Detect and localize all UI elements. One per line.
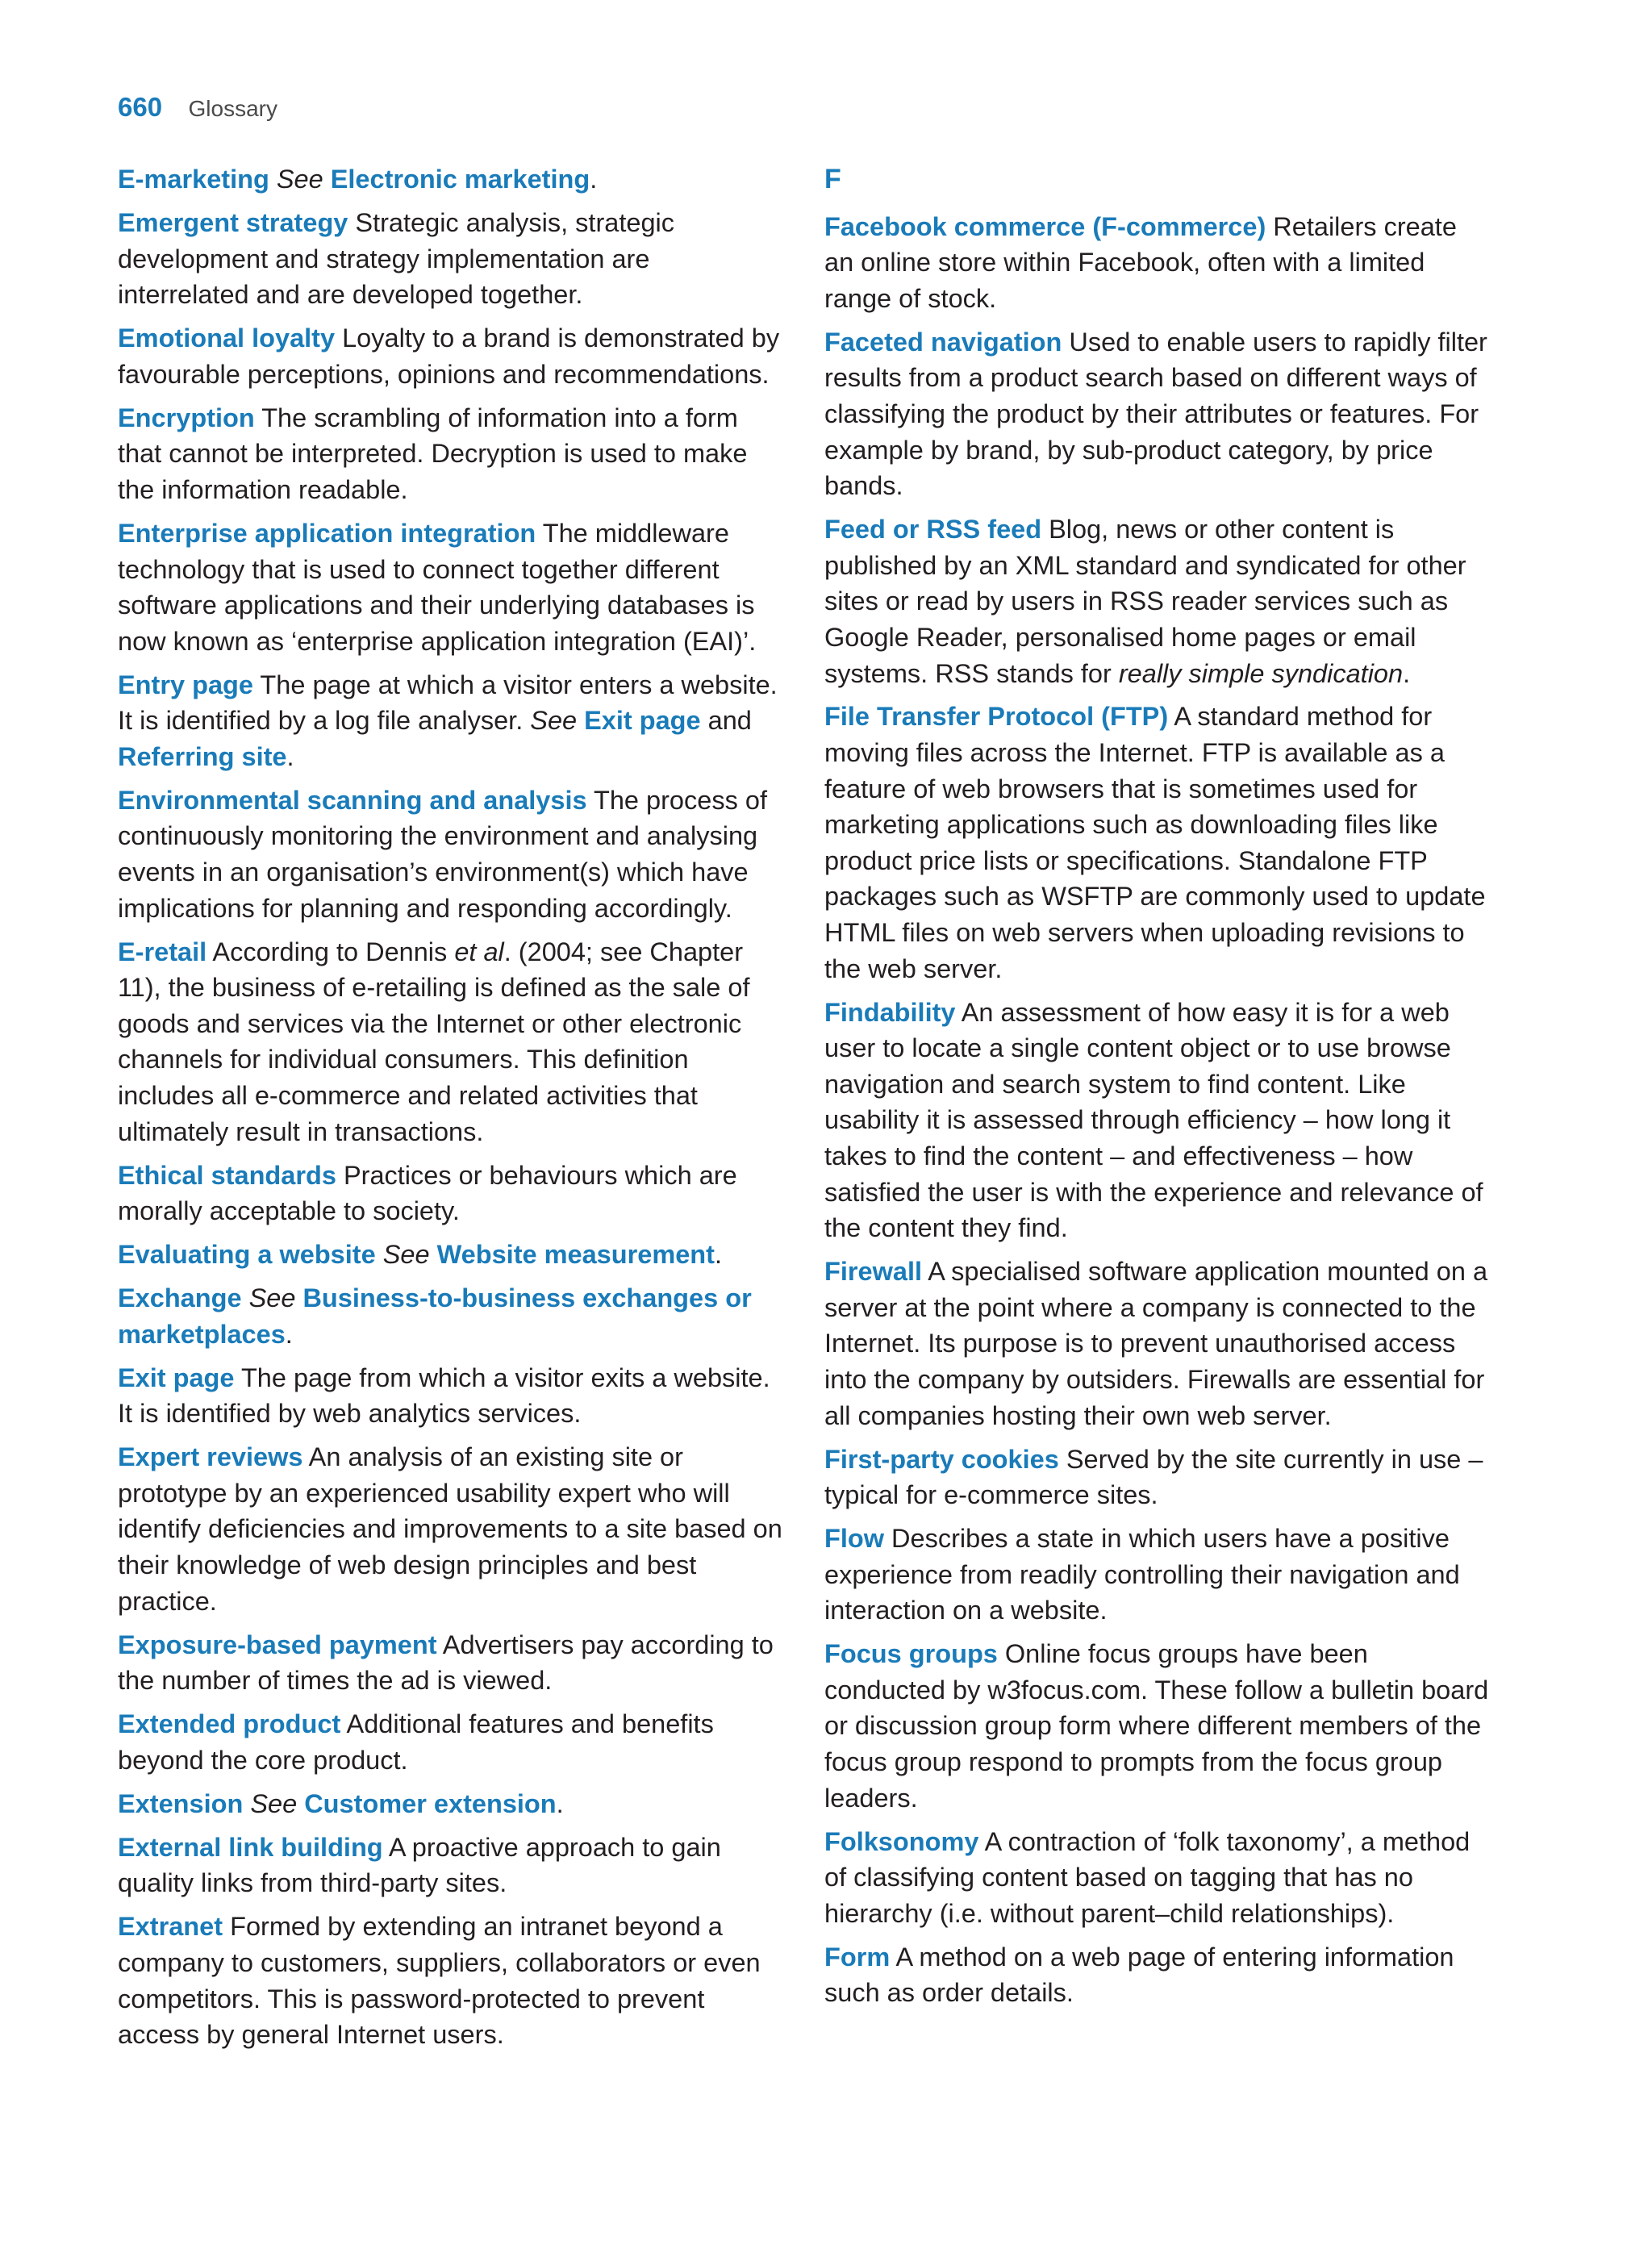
glossary-term: Extranet: [118, 1912, 223, 1942]
running-head: Glossary: [188, 96, 277, 121]
definition-text: An assessment of how easy it is for a web user to locate a single content object or to use browse navigation and search system to find content. Like usability it is assessed through efficiency – how long it takes to find the content – and effectiveness – how satisfied the user is with the experience and relevance of the content they find.: [824, 997, 1483, 1243]
definition-text: Served by the site currently in use – typical for e-commerce sites.: [824, 1444, 1483, 1510]
glossary-entry: [824, 699, 1491, 987]
definition-text: .: [590, 165, 598, 194]
glossary-entry: [118, 1237, 784, 1273]
glossary-term: External link building: [118, 1832, 383, 1862]
definition-text: [242, 1283, 249, 1312]
definition-text: The middleware technology that is used to connect together different software applications and their underlying databases is now known as ‘enterprise application integration (EAI)’.: [118, 518, 757, 656]
definition-text: and: [700, 706, 752, 736]
glossary-term: Form: [824, 1942, 891, 1972]
glossary-term: Expert reviews: [118, 1442, 303, 1472]
see-label: See: [530, 706, 578, 736]
definition-text: Used to enable users to rapidly filter results from a product search based on different ways of classifying the product by their attributes or features. For example by brand, by sub-product category, by price bands.: [824, 327, 1487, 501]
glossary-entry: [118, 1627, 784, 1699]
definition-text: Blog, news or other content is published by an XML standard and syndicated for other sites or read by users in RSS reader services such as Google Reader, personalised home pages or email systems. RSS stands for: [824, 515, 1466, 688]
definition-text: [376, 1240, 383, 1269]
glossary-term: Emotional loyalty: [118, 323, 336, 353]
definition-text: A specialised software application mounted on a server at the point where a company is connected to the Internet. Its purpose is to prevent unauthorised access into the company by outsiders. Firewalls are essential for all companies hosting their own web server.: [824, 1257, 1488, 1430]
glossary-entry: [118, 320, 784, 392]
glossary-term: Entry page: [118, 670, 253, 699]
glossary-entry: [118, 400, 784, 508]
definition-text: [430, 1240, 437, 1269]
cross-reference-link: Website measurement: [436, 1240, 715, 1270]
definition-text: Additional features and benefits beyond the core product.: [118, 1709, 714, 1775]
glossary-term: E-marketing: [118, 165, 269, 194]
definition-text: A method on a web page of entering information such as order details.: [824, 1942, 1454, 2008]
definition-text: Advertisers pay according to the number of times the ad is viewed.: [118, 1630, 774, 1696]
definition-text: Describes a state in which users have a positive experience from readily controlling their navigation and interaction on a website.: [824, 1524, 1460, 1625]
glossary-entry: [118, 782, 784, 926]
definition-text: The scrambling of information into a form that cannot be interpreted. Decryption is used to make the information readable.: [118, 403, 748, 504]
glossary-term: Exit page: [118, 1362, 235, 1392]
glossary-term: Extension: [118, 1788, 244, 1818]
definition-text: [269, 165, 277, 194]
see-label: See: [248, 1283, 296, 1313]
glossary-entry: [824, 324, 1491, 504]
glossary-entry: [118, 515, 784, 659]
glossary-entry: [118, 1280, 784, 1352]
glossary-entry: [824, 1824, 1491, 1932]
definition-text: .: [1403, 658, 1411, 688]
glossary-term: Flow: [824, 1524, 885, 1554]
glossary-entry: [118, 161, 784, 198]
definition-text: An analysis of an existing site or prototype by an experienced usability expert who will identify deficiencies and improvements to a site based on their knowledge of web design principles and best practice.: [118, 1442, 782, 1616]
glossary-entry: [118, 1158, 784, 1229]
definition-text: According to Dennis: [206, 937, 455, 966]
glossary-entry: [118, 1909, 784, 2052]
glossary-entry: [118, 1830, 784, 1901]
definition-text: [323, 165, 331, 194]
definition-text: .: [556, 1788, 564, 1818]
definition-text: [243, 1789, 250, 1818]
definition-text: The page at which a visitor enters a website. It is identified by a log file analyser.: [118, 670, 778, 736]
page-header: [118, 92, 277, 123]
see-label: See: [382, 1240, 430, 1270]
glossary-column-right: [824, 161, 1491, 2018]
definition-text: [297, 1789, 304, 1818]
section-letter: F: [824, 164, 841, 194]
glossary-entry: [824, 1521, 1491, 1629]
see-label: See: [250, 1788, 298, 1818]
cross-reference-link: Exit page: [584, 706, 701, 736]
glossary-term: Exposure-based payment: [118, 1630, 437, 1659]
definition-text: Practices or behaviours which are morally acceptable to society.: [118, 1160, 737, 1226]
glossary-entries-right: [824, 209, 1491, 2011]
definition-text: [577, 706, 584, 735]
glossary-term: Folksonomy: [824, 1826, 979, 1856]
definition-text: .: [286, 741, 294, 771]
definition-text: The process of continuously monitoring the environment and analysing events in an organisation’s environment(s) which have implications for planning and responding accordingly.: [118, 785, 767, 923]
glossary-entry: [824, 511, 1491, 691]
glossary-entry: [118, 1706, 784, 1778]
definition-text: Retailers create an online store within Facebook, often with a limited range of stock.: [824, 211, 1457, 313]
emphasis-text: really simple syndication: [1118, 658, 1404, 688]
glossary-entry: [118, 934, 784, 1150]
definition-text: Loyalty to a brand is demonstrated by favourable perceptions, opinions and recommendations.: [118, 323, 780, 389]
glossary-term: Enterprise application integration: [118, 518, 536, 548]
glossary-column-left: [118, 161, 784, 2060]
glossary-term: File Transfer Protocol (FTP): [824, 702, 1169, 732]
definition-text: A standard method for moving files across the Internet. FTP is available as a feature of web browsers that is sometimes used for marketing applications such as downloading files like product price lists or specifications. Standalone FTP packages such as WSFTP are commonly used to update HTML files on web servers when uploading revisions to the web server.: [824, 702, 1486, 983]
page-number: 660: [118, 92, 163, 122]
glossary-entry: [118, 1360, 784, 1432]
glossary-entry: [824, 1442, 1491, 1513]
cross-reference-link: Business-to-business exchanges or marketplaces: [118, 1283, 752, 1349]
glossary-entry: [118, 1786, 784, 1822]
emphasis-text: et al: [454, 937, 504, 966]
glossary-term: E-retail: [118, 937, 207, 966]
glossary-term: First-party cookies: [824, 1444, 1059, 1474]
glossary-term: Exchange: [118, 1283, 242, 1313]
glossary-term: Firewall: [824, 1257, 923, 1287]
definition-text: . (2004; see Chapter 11), the business of e-retailing is defined as the sale of goods and services via the Internet or other electronic channels for individual consumers. This definition includes all e-commerce and related activities that ultimately result in transactions.: [118, 937, 750, 1146]
glossary-term: Extended product: [118, 1709, 341, 1739]
definition-text: A proactive approach to gain quality links from third-party sites.: [118, 1832, 721, 1898]
glossary-entry: [118, 205, 784, 313]
glossary-term: Findability: [824, 997, 956, 1027]
definition-text: The page from which a visitor exits a website. It is identified by web analytics services.: [118, 1362, 770, 1429]
glossary-entry: [118, 1439, 784, 1619]
cross-reference-link: Customer extension: [304, 1788, 557, 1818]
glossary-term: Facebook commerce (F-commerce): [824, 211, 1266, 241]
glossary-entry: [118, 667, 784, 775]
cross-reference-link: Electronic marketing: [330, 165, 590, 194]
glossary-entry: [824, 995, 1491, 1246]
glossary-entry: [824, 1939, 1491, 2011]
definition-text: .: [714, 1240, 723, 1270]
glossary-term: Feed or RSS feed: [824, 515, 1042, 545]
cross-reference-link: Referring site: [118, 741, 287, 771]
definition-text: Formed by extending an intranet beyond a company to customers, suppliers, collaborators or even competitors. This is password-protected to prevent access by general Internet users.: [118, 1912, 761, 2050]
glossary-entry: [824, 1254, 1491, 1433]
definition-text: .: [285, 1319, 293, 1349]
definition-text: Online focus groups have been conducted by w3focus.com. These follow a bulletin board or discussion group form where different members of the focus group respond to prompts from the focus group leaders.: [824, 1639, 1489, 1813]
glossary-term: Focus groups: [824, 1639, 998, 1669]
see-label: See: [276, 165, 323, 194]
glossary-entry: [824, 209, 1491, 317]
glossary-entry: [824, 1636, 1491, 1816]
glossary-term: Faceted navigation: [824, 327, 1062, 357]
glossary-term: Ethical standards: [118, 1160, 336, 1190]
definition-text: A contraction of ‘folk taxonomy’, a method of classifying content based on tagging that has no hierarchy (i.e. without parent–child relationships).: [824, 1826, 1471, 1928]
glossary-term: Environmental scanning and analysis: [118, 785, 587, 815]
definition-text: Strategic analysis, strategic development and strategy implementation are interrelated and are developed together.: [118, 207, 674, 310]
glossary-term: Encryption: [118, 403, 255, 432]
glossary-term: Evaluating a website: [118, 1240, 376, 1270]
glossary-term: Emergent strategy: [118, 207, 348, 237]
